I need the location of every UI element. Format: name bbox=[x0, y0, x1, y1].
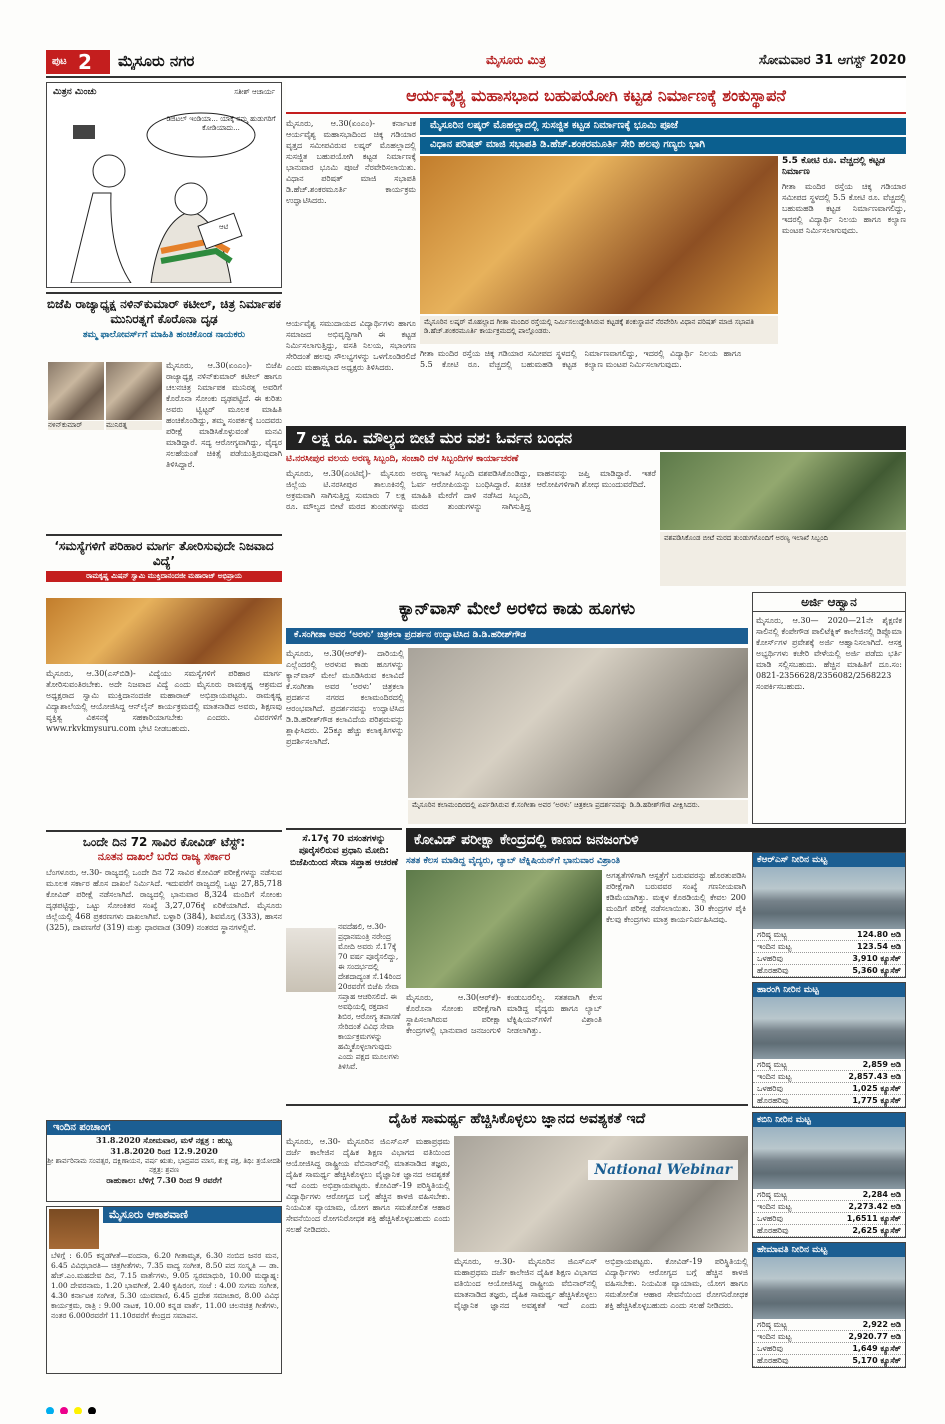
dam-level-row bbox=[753, 1225, 905, 1237]
dam-level-row bbox=[753, 1213, 905, 1225]
section-title: ಮೈಸೂರು ನಗರ bbox=[118, 52, 195, 70]
dam-level-value: 2,857.43 ಅಡಿ bbox=[848, 1072, 901, 1081]
lead-photo-caption bbox=[420, 316, 778, 344]
dam-level-row bbox=[753, 1343, 905, 1355]
panchanga-line1: 31.8.2020 ಸೋಮವಾರ, ಮಳೆ ನಕ್ಷತ್ರ : ಹುಬ್ಬ bbox=[95, 1135, 233, 1145]
fitness-headline: ದೈಹಿಕ ಸಾಮರ್ಥ್ಯ ಹೆಚ್ಚಿಸಿಕೊಳ್ಳಲು ಜ್ಞಾನದ ಅವಶ್ಯಕತೆ ಇದೆ bbox=[388, 1111, 646, 1127]
dam-level-label: ಹೊರಹರಿವು bbox=[757, 1226, 789, 1235]
dam-level-label: ಹೊರಹರಿವು bbox=[757, 1096, 789, 1105]
dam-title: ಹೇಮಾವತಿ ನೀರಿನ ಮಟ್ಟ bbox=[753, 1243, 905, 1257]
dam-title: ಕಬಿನಿ ನೀರಿನ ಮಟ್ಟ bbox=[753, 1113, 905, 1127]
dam-photo bbox=[753, 1127, 905, 1189]
bjp-headline: ಬಿಜೆಪಿ ರಾಜ್ಯಾಧ್ಯಕ್ಷ ನಳಿನ್‌ಕುಮಾರ್ ಕಟೀಲ್, ಚಿತ್ರ ನಿರ್ಮಾಪಕ ಮುನಿರತ್ನಗೆ ಕೊರೊನಾ ದೃಢ bbox=[47, 297, 281, 326]
dam-level-row bbox=[753, 1083, 905, 1095]
art-photo bbox=[408, 648, 748, 798]
timber-headline: 7 ಲಕ್ಷ ರೂ. ಮೌಲ್ಯದ ಬೀಟೆ ಮರ ವಶ: ಓರ್ವನ ಬಂಧನ bbox=[296, 429, 573, 447]
dam-box bbox=[752, 982, 906, 1108]
dam-box bbox=[752, 852, 906, 978]
dam-level-value: 2,859 ಅಡಿ bbox=[862, 1060, 901, 1069]
swamiji-body: ಮೈಸೂರು, ಆ.30(ಎಸ್‌ಬಿಡಿ)- ವಿದ್ಯೆಯು ಸಮಸ್ಯೆಗಳಿಗೆ ಪರಿಹಾರ ಮಾರ್ಗ ತೋರಿಸುವಂತಿರಬೇಕು. ಅದೇ ನಿಜವಾದ ವಿದ್ಯೆ ಎಂದು ಮೈಸೂರು ರಾಮಕೃಷ್ಣ ಆಶ್ರಮದ ಅಧ್ಯಕ್ಷರಾದ ಸ್ವಾಮಿ ಮುಕ್ತಿದಾನಂದಜೀ ಮಹಾರಾಜ್ ಅಭಿಪ್ರಾಯಪಟ್ಟರು. ರಾಮಕೃಷ್ಣ ವಿದ್ಯಾಶಾಲೆಯಲ್ಲಿ ಆಯೋಜಿಸಿದ್ದ ಆನ್‌ಲೈನ್ ಕಾರ್ಯಕ್ರಮದಲ್ಲಿ ಮಾತನಾಡಿದ ಅವರು, ಶಿಕ್ಷಣವು ವ್ಯಕ್ತಿತ್ವ ವಿಕಸನಕ್ಕೆ ಸಹಕಾರಿಯಾಗಬೇಕು ಎಂದರು. ವಿವರಗಳಿಗೆ www.rkvkmysuru.com ಭೇಟಿ ನೀಡಬಹುದು. bbox=[46, 669, 282, 733]
bjp-story bbox=[46, 292, 282, 530]
notice-title: ಅರ್ಜಿ ಆಹ್ವಾನ bbox=[753, 593, 905, 612]
lead-lower-body: ಗೀತಾ ಮಂದಿರ ರಸ್ತೆಯ ಚಿಕ್ಕ ಗಡಿಯಾರ ಸಮೀಪದ ಸ್ಥಳದಲ್ಲಿ 5.5 ಕೋಟಿ ರೂ. ವೆಚ್ಚದಲ್ಲಿ ಬಹುಮಹಡಿ ಕಟ್ಟಡ ನಿರ್ಮಾಣವಾಗಲಿದ್ದು, ಇದರಲ್ಲಿ ವಿದ್ಯಾರ್ಥಿ ನಿಲಯ ಹಾಗೂ ಕಲ್ಯಾಣ ಮಂಟಪ ನಿರ್ಮಿಸಲಾಗುವುದು. bbox=[420, 349, 742, 369]
dam-level-label: ಇಂದಿನ ಮಟ್ಟ bbox=[757, 942, 792, 951]
dam-level-value: 124.80 ಅಡಿ bbox=[857, 930, 901, 939]
modi-photo bbox=[286, 928, 336, 992]
bjp-subhead: ತಮ್ಮ ಫಾಲೋವರ್ಸ್‌ಗೆ ಮಾಹಿತಿ ಹಂಚಿಕೊಂಡ ನಾಯಕರು bbox=[82, 330, 246, 340]
dam-box bbox=[752, 1242, 906, 1368]
dam-title: ಹಾರಂಗಿ ನೀರಿನ ಮಟ್ಟ bbox=[753, 983, 905, 997]
testing-body-1: ಮೈಸೂರು, ಆ.30(ಆರ್‌ಕೆ)- ಕೊರೊನಾ ಸೋಂಕು ಪರೀಕ್ಷೆಗಾಗಿ ಸ್ಥಾಪಿಸಲಾಗಿರುವ ಪರೀಕ್ಷಾ ಕೇಂದ್ರಗಳಲ್ಲಿ ಭಾನುವಾರ ಜನಜಂಗುಳಿ ಕಂಡುಬರಲಿಲ್ಲ. ಸತತವಾಗಿ ಕೆಲಸ ಮಾಡಿದ್ದ ವೈದ್ಯರು ಹಾಗೂ ಲ್ಯಾಬ್ ಟೆಕ್ನಿಷಿಯನ್‌ಗಳಿಗೆ ವಿಶ್ರಾಂತಿ ನೀಡಲಾಗಿತ್ತು. bbox=[406, 993, 602, 1035]
panchanga-line2: 31.8.2020 ರಿಂದ 12.9.2020 bbox=[110, 1146, 218, 1156]
modi-body: ನವದೆಹಲಿ, ಆ.30- ಪ್ರಧಾನಮಂತ್ರಿ ನರೇಂದ್ರ ಮೋದಿ ಅವರು ಸೆ.17ಕ್ಕೆ 70 ವರ್ಷ ಪೂರೈಸಲಿದ್ದು, ಈ ಸಂದರ್ಭದಲ್ಲಿ ದೇಶದಾದ್ಯಂತ ಸೆ.14ರಿಂದ 20ರವರೆಗೆ ಬಿಜೆಪಿ ಸೇವಾ ಸಪ್ತಾಹ ಆಚರಿಸಲಿದೆ. ಈ ಅವಧಿಯಲ್ಲಿ ರಕ್ತದಾನ ಶಿಬಿರ, ಆರೋಗ್ಯ ತಪಾಸಣೆ ಸೇರಿದಂತೆ ವಿವಿಧ ಸೇವಾ ಕಾರ್ಯಕ್ರಮಗಳನ್ನು ಹಮ್ಮಿಕೊಳ್ಳಲಾಗುವುದು ಎಂದು ಪಕ್ಷದ ಮೂಲಗಳು ತಿಳಿಸಿವೆ. bbox=[338, 922, 401, 1071]
art-subhead bbox=[286, 628, 748, 644]
dam-title: ಕೆಆರ್‌ಎಸ್ ನೀರಿನ ಮಟ್ಟ bbox=[753, 853, 905, 867]
modi-headline: ಸೆ.17ಕ್ಕೆ 70 ವಸಂತಗಳನ್ನು ಪೂರೈಸಲಿರುವ ಪ್ರಧಾನಿ ಮೋದಿ: ಬಿಜೆಪಿಯಿಂದ ಸೇವಾ ಸಪ್ತಾಹ ಆಚರಣೆ bbox=[290, 834, 398, 868]
dam-level-row bbox=[753, 1201, 905, 1213]
dam-level-value: 2,284 ಅಡಿ bbox=[862, 1190, 901, 1199]
timber-body: ಮೈಸೂರು, ಆ.30(ಎಂಟಿವೈ)- ಮೈಸೂರು ಜಿಲ್ಲೆಯ ಟಿ.ನರಸೀಪುರ ತಾಲೂಕಿನಲ್ಲಿ ಅಕ್ರಮವಾಗಿ ಸಾಗಿಸುತ್ತಿದ್ದ ಸುಮಾರು 7 ಲಕ್ಷ ರೂ. ಮೌಲ್ಯದ ಬೀಟೆ ಮರದ ತುಂಡುಗಳನ್ನು ಅರಣ್ಯ ಇಲಾಖೆ ಸಿಬ್ಬಂದಿ ವಶಪಡಿಸಿಕೊಂಡಿದ್ದು, ಓರ್ವ ಆರೋಪಿಯನ್ನು ಬಂಧಿಸಿದ್ದಾರೆ. ಖಚಿತ ಮಾಹಿತಿ ಮೇರೆಗೆ ದಾಳಿ ನಡೆಸಿದ ಸಿಬ್ಬಂದಿ, ಮರದ ತುಂಡುಗಳನ್ನು ಸಾಗಿಸುತ್ತಿದ್ದ ವಾಹನವನ್ನು ಜಪ್ತಿ ಮಾಡಿದ್ದಾರೆ. ಇತರೆ ಆರೋಪಿಗಳಿಗಾಗಿ ಶೋಧ ಮುಂದುವರೆದಿದೆ. bbox=[286, 469, 656, 511]
bjp-photo-2 bbox=[106, 362, 162, 420]
dam-level-row bbox=[753, 965, 905, 977]
dam-level-label: ಇಂದಿನ ಮಟ್ಟ bbox=[757, 1072, 792, 1081]
swamiji-subhead: ರಾಮಕೃಷ್ಣ ಮಿಷನ್ ಸ್ವಾಮಿ ಮುಕ್ತಿದಾನಂದಜೀ ಮಹಾರಾಜ್ ಅಭಿಪ್ರಾಯ bbox=[46, 571, 282, 582]
issue-date: ಸೋಮವಾರ 31 ಆಗಸ್ಟ್ 2020 bbox=[758, 53, 906, 68]
dam-photo bbox=[753, 997, 905, 1059]
lead-subhead-2 bbox=[420, 137, 906, 154]
art-body: ಮೈಸೂರು, ಆ.30(ಆರ್‌ಕೆ)- ದಾರಿಯಲ್ಲಿ ಎಲ್ಲೆಂದರಲ್ಲಿ ಅರಳುವ ಕಾಡು ಹೂಗಳನ್ನು ಕ್ಯಾನ್‌ವಾಸ್ ಮೇಲೆ ಮೂಡಿಸಿರುವ ಕಲಾವಿದೆ ಕೆ.ಸಂಗೀತಾ ಅವರ ‘ಅರಳು’ ಚಿತ್ರಕಲಾ ಪ್ರದರ್ಶನ ನಗರದ ಕಲಾಮಂದಿರದಲ್ಲಿ ಆರಂಭವಾಗಿದೆ. ಪ್ರದರ್ಶನವನ್ನು ಉದ್ಘಾಟಿಸಿದ ಡಿ.ಡಿ.ಹರೀಶ್‌ಗೌಡ ಕಲಾವಿದೆಯ ಪರಿಶ್ರಮವನ್ನು ಶ್ಲಾಘಿಸಿದರು. 25ಕ್ಕೂ ಹೆಚ್ಚು ಕಲಾಕೃತಿಗಳನ್ನು ಪ್ರದರ್ಶಿಸಲಾಗಿದೆ. bbox=[286, 649, 404, 746]
dam-level-label: ಹೊರಹರಿವು bbox=[757, 1356, 789, 1365]
notice-box bbox=[752, 592, 906, 824]
lead-headline: ಆರ್ಯವೈಶ್ಯ ಮಹಾಸಭಾದ ಬಹುಪಯೋಗಿ ಕಟ್ಟಡ ನಿರ್ಮಾಣಕ್ಕೆ ಶಂಕುಸ್ಥಾಪನೆ bbox=[406, 86, 786, 105]
fitness-photo bbox=[454, 1136, 748, 1252]
dam-level-value: 1,6511 ಕ್ಯೂಸೆಕ್ bbox=[846, 1214, 901, 1223]
notice-body: ಮೈಸೂರು, ಆ.30— 2020—21ನೇ ಶೈಕ್ಷಣಿಕ ಸಾಲಿನಲ್ಲಿ ಕೆಂಪೇಗೌಡ ಪಾಲಿಟೆಕ್ನಿಕ್ ಕಾಲೇಜಿನಲ್ಲಿ ಡಿಪ್ಲೊಮಾ ಕೋರ್ಸ್‌ಗಳ ಪ್ರವೇಶಕ್ಕೆ ಅರ್ಜಿ ಆಹ್ವಾನಿಸಲಾಗಿದೆ. ಆಸಕ್ತ ಅಭ್ಯರ್ಥಿಗಳು ಕಚೇರಿ ವೇಳೆಯಲ್ಲಿ ಅರ್ಜಿ ಪಡೆದು ಭರ್ತಿ ಮಾಡಿ ಸಲ್ಲಿಸಬಹುದು. ಹೆಚ್ಚಿನ ಮಾಹಿತಿಗೆ ದೂ.ಸಂ: 0821-2356628/2356082/2568223 ಸಂಪರ್ಕಿಸಬಹುದು. bbox=[756, 616, 902, 691]
swamiji-headline: ‘ಸಮಸ್ಯೆಗಳಿಗೆ ಪರಿಹಾರ ಮಾರ್ಗ ತೋರಿಸುವುದೇ ನಿಜವಾದ ವಿದ್ಯೆ’ bbox=[54, 539, 274, 568]
fitness-headline-bar bbox=[286, 1104, 748, 1132]
dam-level-row bbox=[753, 1189, 905, 1201]
dam-level-value: 2,922 ಅಡಿ bbox=[862, 1320, 901, 1329]
dam-list bbox=[752, 852, 906, 1368]
lead-side-title: 5.5 ಕೋಟಿ ರೂ. ವೆಚ್ಚದಲ್ಲಿ ಕಟ್ಟಡ ನಿರ್ಮಾಣ bbox=[782, 156, 886, 177]
cartoon-artist: ಸತೀಶ್ ಆಚಾರ್ಯ bbox=[234, 88, 275, 96]
dam-level-value: 5,170 ಕ್ಯೂಸೆಕ್ bbox=[852, 1356, 901, 1365]
dam-level-value: 2,273.42 ಅಡಿ bbox=[848, 1202, 901, 1211]
bjp-caption-1: ನಳಿನ್‌ಕುಮಾರ್ bbox=[48, 421, 104, 430]
testing-headline: ಕೋವಿಡ್ ಪರೀಕ್ಷಾ ಕೇಂದ್ರದಲ್ಲಿ ಕಾಣದ ಜನಜಂಗುಳಿ bbox=[414, 832, 639, 848]
art-headline-bar bbox=[286, 592, 748, 626]
panchanga-line3: ಶ್ರೀ ಶಾರ್ವರಿನಾಮ ಸಂವತ್ಸರ, ದಕ್ಷಿಣಾಯನ, ವರ್ಷ ಋತು, ಭಾದ್ರಪದ ಮಾಸ, ಶುಕ್ಲ ಪಕ್ಷ, ತಿಥಿ: ತ್ರಯೋದಶಿ ನಕ್ಷತ್ರ: ಶ್ರವಣ bbox=[47, 1157, 281, 1174]
dam-level-value: 3,910 ಕ್ಯೂಸೆಕ್ bbox=[852, 954, 901, 963]
dam-level-row bbox=[753, 1331, 905, 1343]
panchanga-line4: ರಾಹುಕಾಲ: ಬೆಳಿಗ್ಗೆ 7.30 ರಿಂದ 9 ರವರೆಗೆ bbox=[106, 1175, 222, 1185]
dam-level-label: ಗರಿಷ್ಠ ಮಟ್ಟ bbox=[757, 1060, 787, 1069]
testing-subhead: ಸತತ ಕೆಲಸ ಮಾಡಿದ್ದ ವೈದ್ಯರು, ಲ್ಯಾಬ್ ಟೆಕ್ನಿಷಿಯನ್‌ಗೆ ಭಾನುವಾರ ವಿಶ್ರಾಂತಿ bbox=[406, 856, 621, 866]
lead-sub2-text: ವಿಧಾನ ಪರಿಷತ್ ಮಾಜಿ ಸಭಾಪತಿ ಡಿ.ಹೆಚ್.ಶಂಕರಮೂರ್ತಿ ಸೇರಿ ಹಲವು ಗಣ್ಯರು ಭಾಗಿ bbox=[430, 139, 705, 150]
dam-level-label: ಒಳಹರಿವು bbox=[757, 1214, 784, 1223]
lead-photo-caption-text: ಮೈಸೂರಿನ ಲಷ್ಕರ್ ಮೊಹಲ್ಲಾದ ಗೀತಾ ಮಂದಿರ ರಸ್ತೆಯಲ್ಲಿ ನಿರ್ಮಿಸಲುದ್ದೇಶಿಸಿರುವ ಕಟ್ಟಡಕ್ಕೆ ಶಂಕುಸ್ಥಾಪನೆ ನೆರವೇರಿಸಿ ವಿಧಾನ ಪರಿಷತ್ ಮಾಜಿ ಸಭಾಪತಿ ಡಿ.ಹೆಚ್.ಶಂಕರಮೂರ್ತಿ ಕಾರ್ಯಕ್ರಮದಲ್ಲಿ ಪಾಲ್ಗೊಂಡರು. bbox=[424, 318, 755, 335]
webinar-banner: National Webinar bbox=[588, 1160, 738, 1180]
registration-marks bbox=[46, 1400, 906, 1414]
lead-side-body: ಗೀತಾ ಮಂದಿರ ರಸ್ತೆಯ ಚಿಕ್ಕ ಗಡಿಯಾರ ಸಮೀಪದ ಸ್ಥಳದಲ್ಲಿ 5.5 ಕೋಟಿ ರೂ. ವೆಚ್ಚದಲ್ಲಿ ಬಹುಮಹಡಿ ಕಟ್ಟಡ ನಿರ್ಮಾಣವಾಗಲಿದ್ದು, ಇದರಲ್ಲಿ ವಿದ್ಯಾರ್ಥಿ ನಿಲಯ ಹಾಗೂ ಕಲ್ಯಾಣ ಮಂಟಪ ನಿರ್ಮಿಸಲಾಗುವುದು. bbox=[782, 182, 906, 235]
dam-level-row bbox=[753, 941, 905, 953]
bjp-body: ಮೈಸೂರು, ಆ.30(ಏಂಎಂ)- ಬಿಜೆಪಿ ರಾಜ್ಯಾಧ್ಯಕ್ಷ ನಳಿನ್‌ಕುಮಾರ್ ಕಟೀಲ್ ಹಾಗೂ ಚಲನಚಿತ್ರ ನಿರ್ಮಾಪಕ ಮುನಿರತ್ನ ಅವರಿಗೆ ಕೊರೊನಾ ಸೋಂಕು ದೃಢಪಟ್ಟಿದೆ. ಈ ಕುರಿತು ಅವರು ಟ್ವಿಟ್ಟರ್ ಮೂಲಕ ಮಾಹಿತಿ ಹಂಚಿಕೊಂಡಿದ್ದು, ತಮ್ಮ ಸಂಪರ್ಕಕ್ಕೆ ಬಂದವರು ಪರೀಕ್ಷೆ ಮಾಡಿಸಿಕೊಳ್ಳುವಂತೆ ಮನವಿ ಮಾಡಿದ್ದಾರೆ. ಸದ್ಯ ಆರೋಗ್ಯವಾಗಿದ್ದು, ವೈದ್ಯರ ಸಲಹೆಯಂತೆ ಚಿಕಿತ್ಸೆ ಪಡೆಯುತ್ತಿರುವುದಾಗಿ ತಿಳಿಸಿದ್ದಾರೆ. bbox=[166, 361, 282, 469]
dam-level-row bbox=[753, 1319, 905, 1331]
dam-level-value: 1,649 ಕ್ಯೂಸೆಕ್ bbox=[852, 1344, 901, 1353]
panchanga-title: ಇಂದಿನ ಪಂಚಾಂಗ bbox=[47, 1121, 281, 1135]
lead-sub1-text: ಮೈಸೂರಿನ ಲಷ್ಕರ್ ಮೊಹಲ್ಲಾದಲ್ಲಿ ಸುಸಜ್ಜಿತ ಕಟ್ಟಡ ನಿರ್ಮಾಣಕ್ಕೆ ಭೂಮಿ ಪೂಜೆ bbox=[430, 120, 678, 131]
dam-level-label: ಒಳಹರಿವು bbox=[757, 954, 784, 963]
lead-subhead-1 bbox=[420, 118, 906, 135]
swamiji-photo bbox=[46, 598, 282, 664]
lead-lower-text bbox=[420, 348, 906, 422]
art-subhead-text: ಕೆ.ಸಂಗೀತಾ ಅವರ ‘ಅರಳು’ ಚಿತ್ರಕಲಾ ಪ್ರದರ್ಶನ ಉದ್ಘಾಟಿಸಿದ ಡಿ.ಡಿ.ಹರೀಶ್‌ಗೌಡ bbox=[294, 630, 527, 640]
timber-photo bbox=[660, 452, 906, 530]
dam-level-label: ಗರಿಷ್ಠ ಮಟ್ಟ bbox=[757, 1190, 787, 1199]
lead-column-left bbox=[286, 118, 416, 314]
modi-story bbox=[286, 828, 402, 1098]
fitness-body: ಮೈಸೂರು, ಆ.30- ಮೈಸೂರಿನ ಜಿಎಸ್‌ಎಸ್ ಮಹಾಪ್ರಥಮ ದರ್ಜೆ ಕಾಲೇಜಿನ ದೈಹಿಕ ಶಿಕ್ಷಣ ವಿಭಾಗದ ವತಿಯಿಂದ ಆಯೋಜಿಸಿದ್ದ ರಾಷ್ಟ್ರೀಯ ವೆಬಿನಾರ್‌ನಲ್ಲಿ ಮಾತನಾಡಿದ ತಜ್ಞರು, ದೈಹಿಕ ಸಾಮರ್ಥ್ಯ ಹೆಚ್ಚಿಸಿಕೊಳ್ಳಲು ವೈಜ್ಞಾನಿಕ ಜ್ಞಾನದ ಅವಶ್ಯಕತೆ ಇದೆ ಎಂದು ಅಭಿಪ್ರಾಯಪಟ್ಟರು. ಕೋವಿಡ್-19 ಪರಿಸ್ಥಿತಿಯಲ್ಲಿ ವಿದ್ಯಾರ್ಥಿಗಳು ಆರೋಗ್ಯದ ಬಗ್ಗೆ ಹೆಚ್ಚಿನ ಕಾಳಜಿ ವಹಿಸಬೇಕು. ನಿಯಮಿತ ವ್ಯಾಯಾಮ, ಯೋಗ ಹಾಗೂ ಸಮತೋಲಿತ ಆಹಾರ ಸೇವನೆಯಿಂದ ರೋಗನಿರೋಧಕ ಶಕ್ತಿ ಹೆಚ್ಚಿಸಿಕೊಳ್ಳಬಹುದು ಎಂದು ಸಲಹೆ ನೀಡಿದರು. bbox=[286, 1137, 450, 1234]
cartoon-title: ಮಿತ್ರನ ಮಿಂಚು bbox=[53, 87, 97, 97]
dam-level-label: ಹೊರಹರಿವು bbox=[757, 966, 789, 975]
dam-level-value: 123.54 ಅಡಿ bbox=[857, 942, 901, 951]
radio-box bbox=[46, 1206, 282, 1374]
dam-level-row bbox=[753, 1071, 905, 1083]
dam-level-label: ಇಂದಿನ ಮಟ್ಟ bbox=[757, 1332, 792, 1341]
dam-level-value: 5,360 ಕ್ಯೂಸೆಕ್ bbox=[852, 966, 901, 975]
dam-photo bbox=[753, 1257, 905, 1319]
covid-story bbox=[46, 830, 282, 1116]
cartoon-sign: ಆಟಿ bbox=[219, 223, 229, 231]
radio-title: ಮೈಸೂರು ಆಕಾಶವಾಣಿ bbox=[103, 1207, 281, 1223]
covid-subhead: ನೂತನ ದಾಖಲೆ ಬರೆದ ರಾಜ್ಯ ಸರ್ಕಾರ bbox=[97, 850, 231, 863]
paper-name: ಮೈಸೂರು ಮಿತ್ರ bbox=[486, 53, 546, 67]
cartoon-box bbox=[46, 82, 282, 288]
dam-level-value: 2,625 ಕ್ಯೂಸೆಕ್ bbox=[852, 1226, 901, 1235]
masthead-rule bbox=[46, 76, 906, 78]
testing-photo bbox=[406, 870, 602, 988]
lead-photo bbox=[420, 156, 778, 314]
cartoon-speech-bubble: ಡಿಜಿಟಲ್ ಇಂಡಿಯಾ... ಯಾಕ್ಕೆ ನಮ್ಮ ಹುಡುಗರಿಗೆ ಕೋಡಿಯಾದು... bbox=[166, 115, 276, 132]
masthead bbox=[46, 50, 906, 74]
lead-column-mid bbox=[286, 318, 416, 422]
dam-level-value: 1,775 ಕ್ಯೂಸೆಕ್ bbox=[852, 1096, 901, 1105]
testing-body-2: ಅಗತ್ಯತೆಗಳಿಗಾಗಿ ಆಸ್ಪತ್ರೆಗೆ ಬರುವವರನ್ನು ಹೊರತುಪಡಿಸಿ ಪರೀಕ್ಷೆಗಾಗಿ ಬರುವವರ ಸಂಖ್ಯೆ ಗಣನೀಯವಾಗಿ ಕಡಿಮೆಯಾಗಿತ್ತು. ಮಕ್ಕಳ ಕೊಠಡಿಯಲ್ಲಿ ಕೇವಲ 200 ಮಂದಿಗೆ ಪರೀಕ್ಷೆ ನಡೆಸಲಾಯಿತು. 30 ಕೇಂದ್ರಗಳ ಪೈಕಿ ಕೆಲವು ಕೇಂದ್ರಗಳು ಮಾತ್ರ ಕಾರ್ಯನಿರ್ವಹಿಸಿದವು. bbox=[606, 871, 746, 924]
page-number: 2 bbox=[78, 50, 92, 74]
dam-level-label: ಗರಿಷ್ಠ ಮಟ್ಟ bbox=[757, 930, 787, 939]
covid-body: ಬೆಂಗಳೂರು, ಆ.30- ರಾಜ್ಯದಲ್ಲಿ ಒಂದೇ ದಿನ 72 ಸಾವಿರ ಕೋವಿಡ್ ಪರೀಕ್ಷೆಗಳನ್ನು ನಡೆಸುವ ಮೂಲಕ ಸರ್ಕಾರ ಹೊಸ ದಾಖಲೆ ನಿರ್ಮಿಸಿದೆ. ಇದುವರೆಗೆ ರಾಜ್ಯದಲ್ಲಿ ಒಟ್ಟು 27,85,718 ಕೋವಿಡ್ ಪರೀಕ್ಷೆ ನಡೆಸಲಾಗಿದೆ. ರಾಜ್ಯದಲ್ಲಿ ಭಾನುವಾರ 8,324 ಮಂದಿಗೆ ಸೋಂಕು ದೃಢಪಟ್ಟಿದ್ದು, ಒಟ್ಟು ಸೋಂಕಿತರ ಸಂಖ್ಯೆ 3,27,076ಕ್ಕೆ ಏರಿಕೆಯಾಗಿದೆ. ಮೈಸೂರು ಜಿಲ್ಲೆಯಲ್ಲಿ 468 ಪ್ರಕರಣಗಳು ದಾಖಲಾಗಿವೆ. ಬಳ್ಳಾರಿ (384), ಶಿವಮೊಗ್ಗ (333), ಹಾಸನ (325), ದಾವಣಗೆರೆ (319) ಮತ್ತು ಧಾರವಾಡ (309) ನಂತರದ ಸ್ಥಾನಗಳಲ್ಲಿವೆ. bbox=[46, 868, 282, 932]
lead-sidebar bbox=[782, 156, 906, 344]
dam-level-row bbox=[753, 929, 905, 941]
panchanga-box bbox=[46, 1120, 282, 1202]
dam-level-value: 1,025 ಕ್ಯೂಸೆಕ್ bbox=[852, 1084, 901, 1093]
art-headline: ಕ್ಯಾನ್‌ವಾಸ್ ಮೇಲೆ ಅರಳಿದ ಕಾಡು ಹೂಗಳು bbox=[398, 599, 636, 619]
dam-level-label: ಇಂದಿನ ಮಟ್ಟ bbox=[757, 1202, 792, 1211]
dam-level-row bbox=[753, 1095, 905, 1107]
swamiji-story bbox=[46, 534, 282, 826]
covid-headline: ಒಂದೇ ದಿನ 72 ಸಾವಿರ ಕೋವಿಡ್ ಟೆಸ್ಟ್: bbox=[82, 835, 246, 849]
lead-body-left: ಮೈಸೂರು, ಆ.30(ಏಂಎಂ)- ಕರ್ನಾಟಕ ಆರ್ಯವೈಶ್ಯ ಮಹಾಸಭಾದಿಂದ ಚಿಕ್ಕ ಗಡಿಯಾರ ವೃತ್ತದ ಸಮೀಪವಿರುವ ಲಷ್ಕರ್ ಮೊಹಲ್ಲಾದಲ್ಲಿ ಸುಸಜ್ಜಿತ ಬಹುಪಯೋಗಿ ಕಟ್ಟಡ ನಿರ್ಮಾಣಕ್ಕೆ ಭಾನುವಾರ ಭೂಮಿ ಪೂಜೆ ನೆರವೇರಿಸಲಾಯಿತು. ವಿಧಾನ ಪರಿಷತ್ ಮಾಜಿ ಸಭಾಪತಿ ಡಿ.ಹೆಚ್.ಶಂಕರಮೂರ್ತಿ ಕಾರ್ಯಕ್ರಮ ಉದ್ಘಾಟಿಸಿದರು. bbox=[286, 119, 416, 205]
bjp-caption-2: ಮುನಿರತ್ನ bbox=[106, 421, 162, 430]
lead-headline-bar bbox=[286, 80, 906, 114]
timber-photo-caption: ವಶಪಡಿಸಿಕೊಂಡ ಬೀಟೆ ಮರದ ತುಂಡುಗಳೊಂದಿಗೆ ಅರಣ್ಯ ಇಲಾಖೆ ಸಿಬ್ಬಂದಿ bbox=[660, 532, 906, 586]
fitness-body-2: ಮೈಸೂರು, ಆ.30- ಮೈಸೂರಿನ ಜಿಎಸ್‌ಎಸ್ ಮಹಾಪ್ರಥಮ ದರ್ಜೆ ಕಾಲೇಜಿನ ದೈಹಿಕ ಶಿಕ್ಷಣ ವಿಭಾಗದ ವತಿಯಿಂದ ಆಯೋಜಿಸಿದ್ದ ರಾಷ್ಟ್ರೀಯ ವೆಬಿನಾರ್‌ನಲ್ಲಿ ಮಾತನಾಡಿದ ತಜ್ಞರು, ದೈಹಿಕ ಸಾಮರ್ಥ್ಯ ಹೆಚ್ಚಿಸಿಕೊಳ್ಳಲು ವೈಜ್ಞಾನಿಕ ಜ್ಞಾನದ ಅವಶ್ಯಕತೆ ಇದೆ ಎಂದು ಅಭಿಪ್ರಾಯಪಟ್ಟರು. ಕೋವಿಡ್-19 ಪರಿಸ್ಥಿತಿಯಲ್ಲಿ ವಿದ್ಯಾರ್ಥಿಗಳು ಆರೋಗ್ಯದ ಬಗ್ಗೆ ಹೆಚ್ಚಿನ ಕಾಳಜಿ ವಹಿಸಬೇಕು. ನಿಯಮಿತ ವ್ಯಾಯಾಮ, ಯೋಗ ಹಾಗೂ ಸಮತೋಲಿತ ಆಹಾರ ಸೇವನೆಯಿಂದ ರೋಗನಿರೋಧಕ ಶಕ್ತಿ ಹೆಚ್ಚಿಸಿಕೊಳ್ಳಬಹುದು ಎಂದು ಸಲಹೆ ನೀಡಿದರು. bbox=[454, 1257, 748, 1310]
timber-subhead: ಟಿ.ನರಸೀಪುರ ವಲಯ ಅರಣ್ಯ ಸಿಬ್ಬಂದಿ, ಸಂಚಾರಿ ದಳ ಸಿಬ್ಬಂದಿಗಳ ಕಾರ್ಯಾಚರಣೆ bbox=[286, 454, 519, 464]
dam-level-value: 2,920.77 ಅಡಿ bbox=[848, 1332, 901, 1341]
timber-headline-bar bbox=[286, 426, 906, 450]
lead-body-mid: ಆರ್ಯವೈಶ್ಯ ಸಮುದಾಯದ ವಿದ್ಯಾರ್ಥಿಗಳು ಹಾಗೂ ಸಮಾಜದ ಅಭಿವೃದ್ಧಿಗಾಗಿ ಈ ಕಟ್ಟಡ ನಿರ್ಮಿಸಲಾಗುತ್ತಿದ್ದು, ವಸತಿ ನಿಲಯ, ಸಭಾಂಗಣ ಸೇರಿದಂತೆ ಹಲವು ಸೌಲಭ್ಯಗಳನ್ನು ಒಳಗೊಂಡಿರಲಿದೆ ಎಂದು ಮಹಾಸಭಾದ ಅಧ್ಯಕ್ಷರು ತಿಳಿಸಿದರು. bbox=[286, 319, 416, 372]
dam-level-label: ಗರಿಷ್ಠ ಮಟ್ಟ bbox=[757, 1320, 787, 1329]
dam-level-row bbox=[753, 1355, 905, 1367]
art-photo-caption: ಮೈಸೂರಿನ ಕಲಾಮಂದಿರದಲ್ಲಿ ಏರ್ಪಡಿಸಿರುವ ಕೆ.ಸಂಗೀತಾ ಅವರ ‘ಅರಳು’ ಚಿತ್ರಕಲಾ ಪ್ರದರ್ಶನವನ್ನು ಡಿ.ಡಿ.ಹರೀಶ್‌ಗೌಡ ವೀಕ್ಷಿಸಿದರು. bbox=[408, 800, 748, 824]
page-number-badge bbox=[46, 50, 110, 74]
dam-level-row bbox=[753, 1059, 905, 1071]
radio-body: ಬೆಳಿಗ್ಗೆ : 6.05 ಕನ್ನಡಗೀತೆ—ವಂದನಾ, 6.20 ಗೀತಾಮೃತ, 6.30 ನಂಬಿದ ಜನರ ಮನ, 6.45 ವಿವಿಧಭಾರತಿ— ಚಿತ್ರಗೀತೆಗಳು, 7.35 ವಾದ್ಯ ಸಂಗೀತ, 8.50 ಪದ ಸಂಸ್ಕೃತಿ — ಡಾ. ಹೆಚ್.ಎಂ.ಮಹದೇವ ದಿನ, 7.15 ವಾರ್ತೆಗಳು, 9.05 ಸ್ವರಮಾಧುರಿ, 10.00 ಮಧ್ಯಾಹ್ನ: 1.00 ದೇವರನಾಮ, 1.20 ಭಾವಗೀತೆ, 2.40 ಕೃಷಿರಂಗ, ಸಂಜೆ : 4.00 ಸುಗಮ ಸಂಗೀತ, 4.30 ಕರ್ನಾಟಕ ಸಂಗೀತ, 5.30 ಯುವವಾಣಿ, 6.45 ಪ್ರದೇಶ ಸಮಾಚಾರ, 8.00 ವಿವಿಧ ಕಾರ್ಯಕ್ರಮ, ರಾತ್ರಿ : 9.00 ನಾಟಕ, 10.00 ಕನ್ನಡ ವಾರ್ತೆ, 11.00 ಚಲನಚಿತ್ರ ಗೀತೆಗಳು, ನಂತರ 6.000ರವರೆಗೆ 11.10ರವರೆಗೆ ಕೇಂದ್ರದ ಸಮಾಪನ. bbox=[51, 1251, 279, 1320]
dam-level-row bbox=[753, 953, 905, 965]
dam-levels bbox=[752, 852, 906, 1392]
testing-headline-bar bbox=[406, 828, 906, 852]
dam-box bbox=[752, 1112, 906, 1238]
page-label: ಪುಟ bbox=[52, 56, 67, 67]
radio-icon bbox=[49, 1209, 99, 1249]
dam-photo bbox=[753, 867, 905, 929]
bjp-photo-1 bbox=[48, 362, 104, 420]
dam-level-label: ಒಳಹರಿವು bbox=[757, 1084, 784, 1093]
dam-level-label: ಒಳಹರಿವು bbox=[757, 1344, 784, 1353]
